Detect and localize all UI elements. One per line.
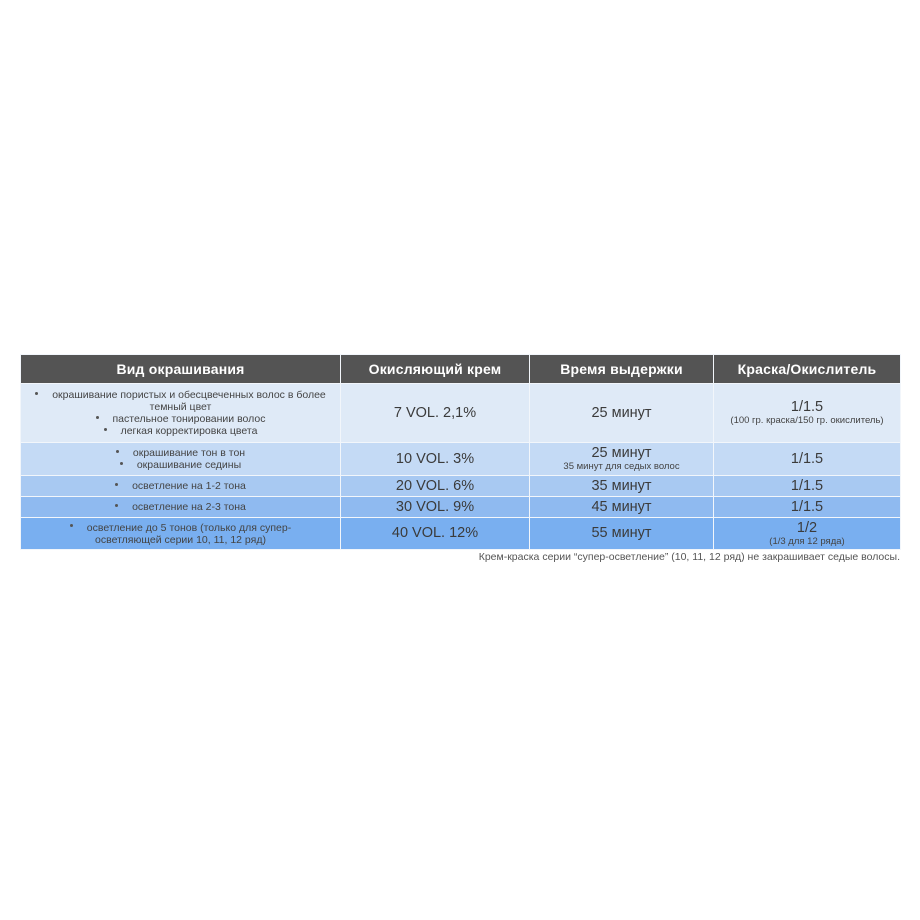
ratio-cell: 1/1.5 <box>714 476 901 497</box>
list-item: окрашивание пористых и обесцвеченных волос в более темный цвет <box>21 389 340 413</box>
bullet-icon <box>115 483 118 486</box>
header-dyeing-type: Вид окрашивания <box>21 355 341 384</box>
oxidizer-cell: 20 VOL. 6% <box>341 476 530 497</box>
dyeing-type-cell <box>21 443 341 476</box>
header-time: Время выдержки <box>530 355 714 384</box>
bullet-icon <box>70 524 73 527</box>
time-cell: 45 минут <box>530 497 714 518</box>
list-item: окрашивание тон в тон <box>21 447 340 459</box>
ratio-cell: 1/1.5 <box>714 443 901 476</box>
header-oxidizer: Окисляющий крем <box>341 355 530 384</box>
table-row <box>21 476 901 497</box>
table-row <box>21 384 901 443</box>
list-item: осветление до 5 тонов (только для супер-осветляющей серии 10, 11, 12 ряд) <box>21 522 340 546</box>
list-item: осветление на 2-3 тона <box>21 501 340 513</box>
time-cell: 35 минут <box>530 476 714 497</box>
bullet-icon <box>115 504 118 507</box>
time-cell: 55 минут <box>530 518 714 550</box>
oxidizer-cell: 7 VOL. 2,1% <box>341 384 530 443</box>
dyeing-type-cell <box>21 384 341 443</box>
ratio-note: (100 гр. краска/150 гр. окислитель) <box>730 415 884 426</box>
dyeing-type-cell <box>21 476 341 497</box>
header-ratio: Краска/Окислитель <box>714 355 901 384</box>
dyeing-type-cell <box>21 497 341 518</box>
oxidizer-cell: 40 VOL. 12% <box>341 518 530 550</box>
time-cell: 25 минут <box>530 384 714 443</box>
bullet-icon <box>96 416 99 419</box>
list-item: осветление на 1-2 тона <box>21 480 340 492</box>
oxidizer-cell: 30 VOL. 9% <box>341 497 530 518</box>
table-row <box>21 518 901 550</box>
time-cell: 25 минут 35 минут для седых волос <box>530 443 714 476</box>
ratio-cell: 1/2 (1/3 для 12 ряда) <box>714 518 901 550</box>
bullet-icon <box>116 450 119 453</box>
table-row <box>21 497 901 518</box>
oxidizer-cell: 10 VOL. 3% <box>341 443 530 476</box>
bullet-icon <box>120 462 123 465</box>
bullet-icon <box>35 392 38 395</box>
dyeing-type-cell <box>21 518 341 550</box>
ratio-cell: 1/1.5 <box>714 497 901 518</box>
list-item: пастельное тонировании волос <box>21 413 340 425</box>
footnote: Крем-краска серии “супер-осветление” (10, 11, 12 ряд) не закрашивает седые волосы. <box>478 551 900 563</box>
dyeing-table-container <box>20 354 900 550</box>
table-row <box>21 443 901 476</box>
bullet-icon <box>104 428 107 431</box>
dyeing-table <box>20 354 901 550</box>
ratio-cell: 1/1.5 (100 гр. краска/150 гр. окислитель) <box>714 384 901 443</box>
ratio-note: (1/3 для 12 ряда) <box>769 535 845 547</box>
list-item: окрашивание седины <box>21 459 340 471</box>
time-note: 35 минут для седых волос <box>563 461 680 472</box>
list-item: легкая корректировка цвета <box>21 425 340 437</box>
table-header-row <box>21 355 901 384</box>
